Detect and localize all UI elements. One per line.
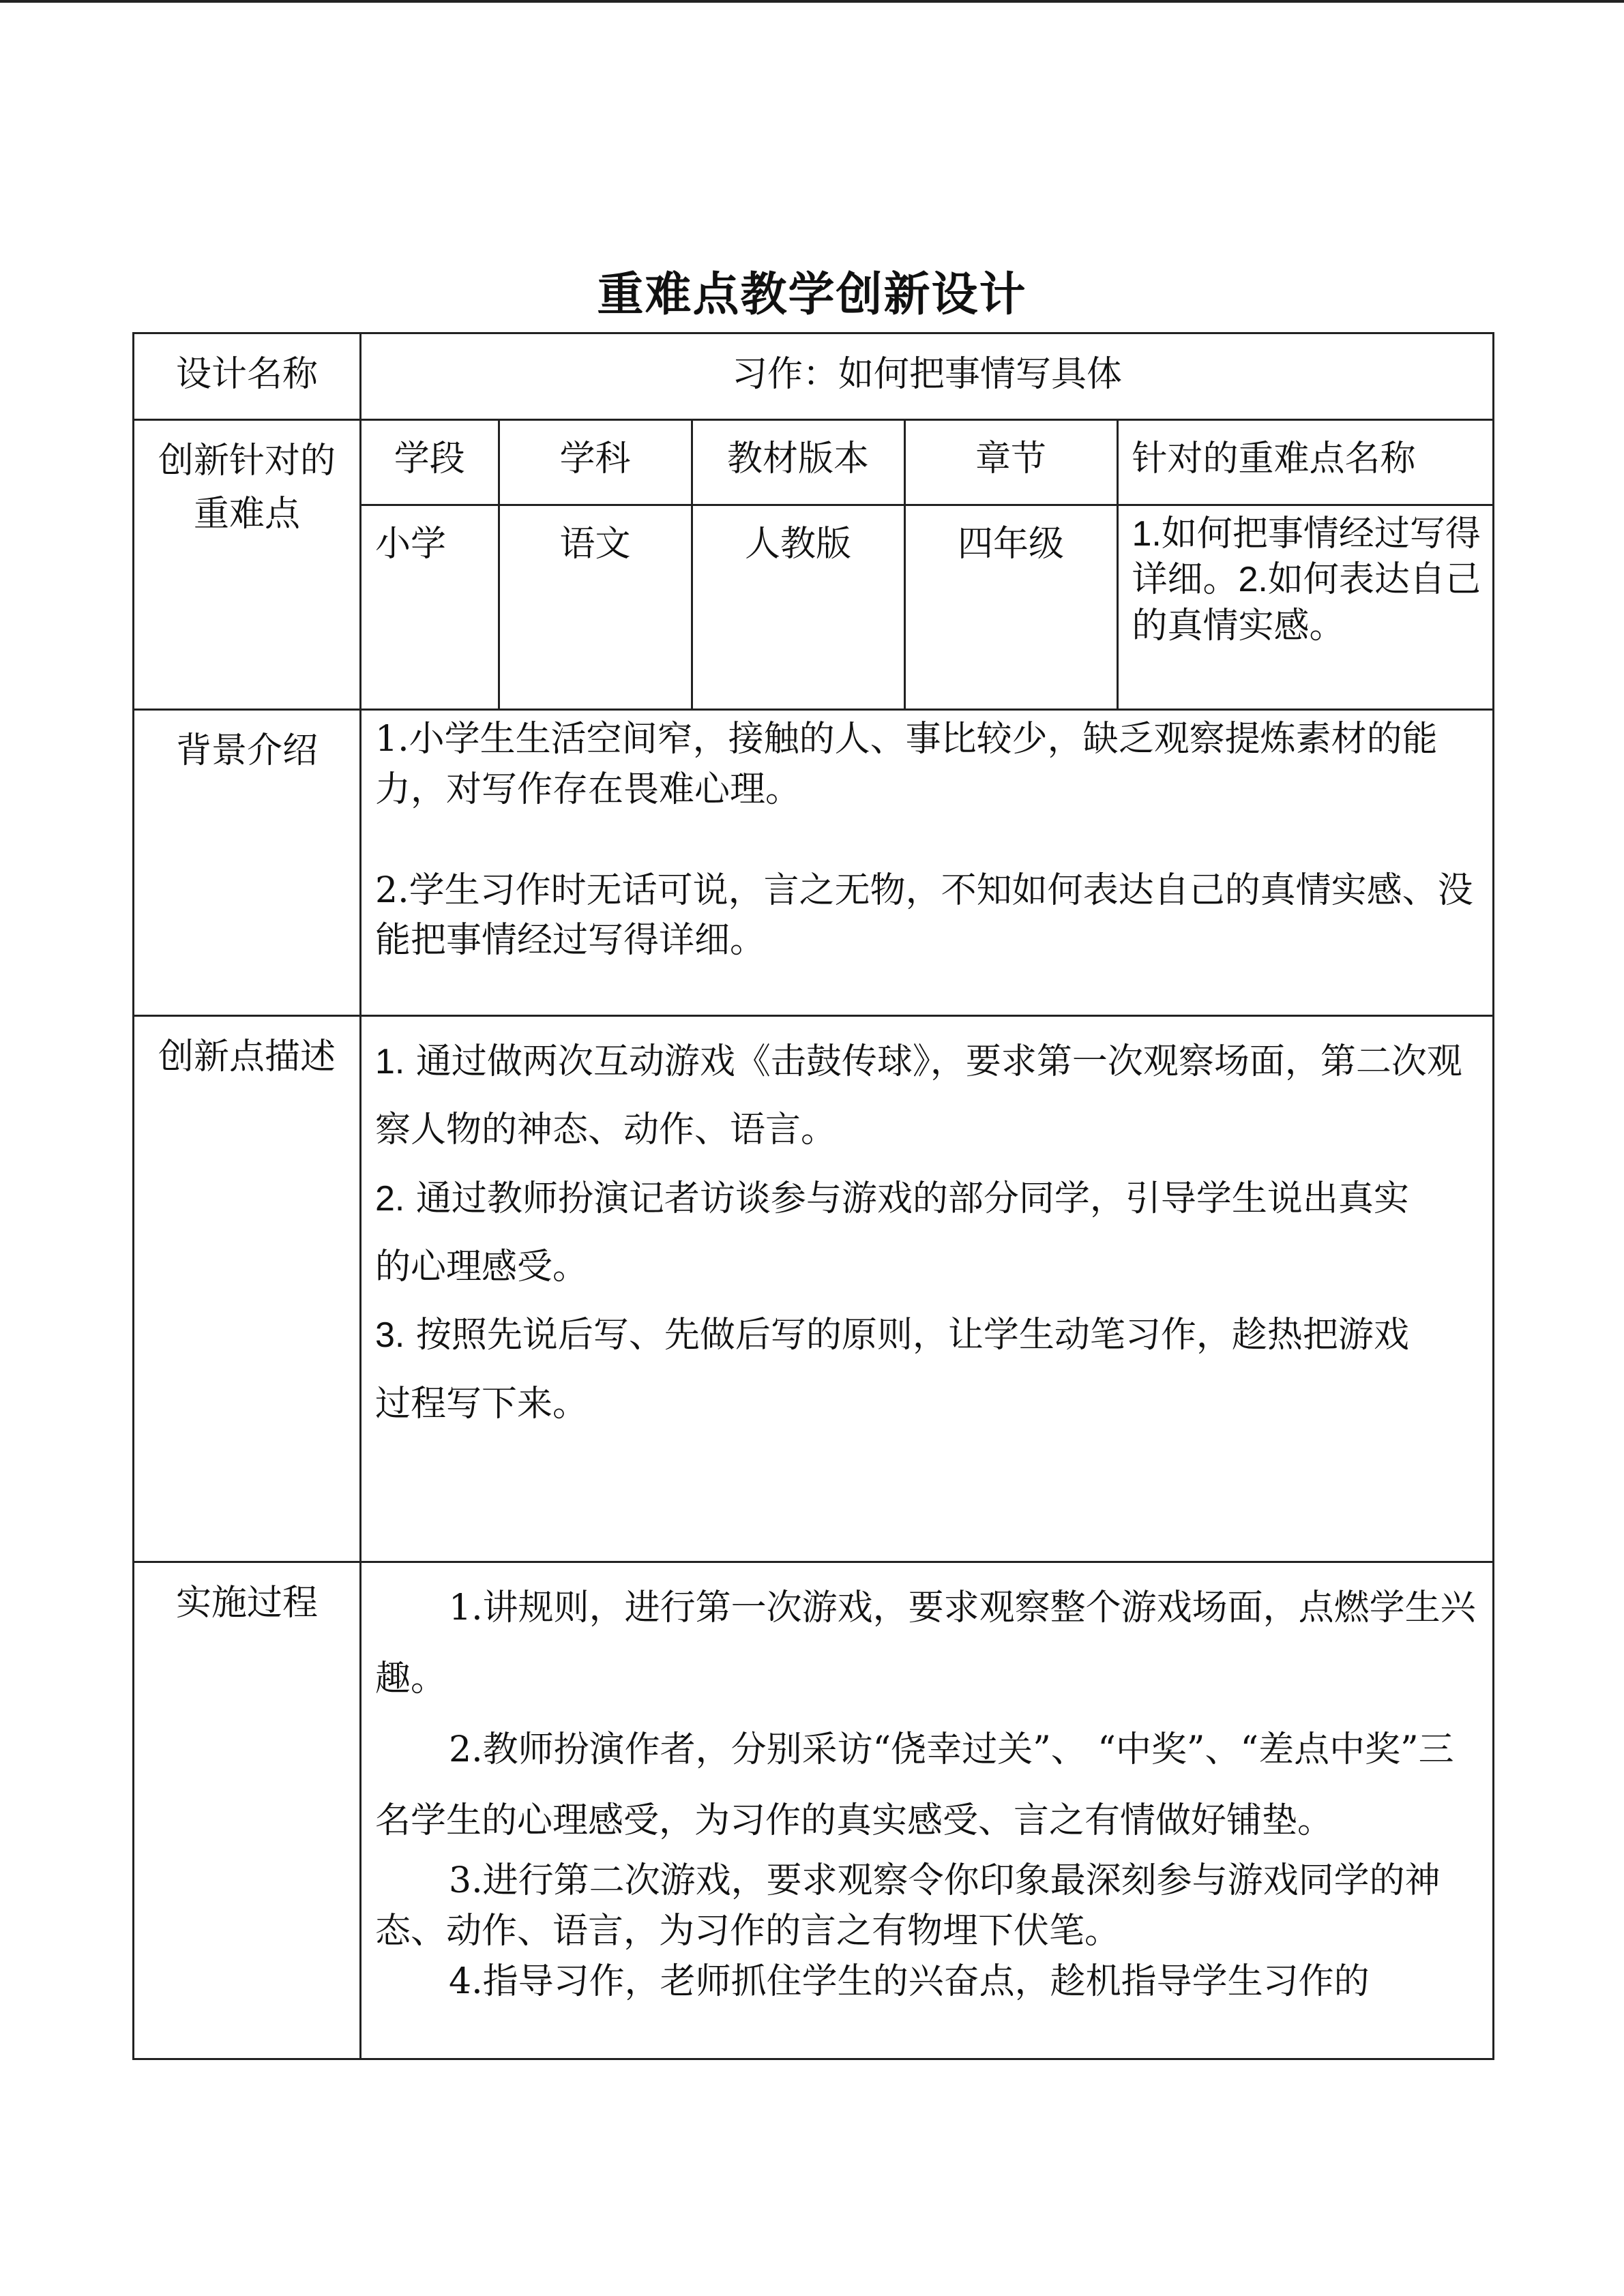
value-design-name: 习作：如何把事情写具体 <box>361 333 1494 420</box>
background-gap <box>361 816 1492 866</box>
innovation-item-3-tail: 过程写下来。 <box>375 1383 589 1425</box>
innovation-item-3-num: 3. <box>375 1315 405 1356</box>
row-background <box>134 710 1494 1016</box>
innovation-content <box>361 1016 1494 1562</box>
row-design-name <box>134 333 1494 420</box>
background-item-2: 2.学生习作时无话可说，言之无物，不知如何表达自己的真情实感、没能把事情经过写得详细。 <box>375 869 1473 961</box>
design-table <box>132 332 1494 2060</box>
label-difficulty-text: 创新针对的重难点 <box>158 441 336 535</box>
value-difficulty-name: 1.如何把事情经过写得详细。2.如何表达自己的真情实感。 <box>1117 505 1494 709</box>
value-chapter: 四年级 <box>904 505 1117 709</box>
label-innovation: 创新点描述 <box>134 1016 361 1562</box>
innovation-item-1-text: 通过做两次互动游戏《击鼓传球》，要求第一次观察场面，第二次观察人物的神态、动作、语言。 <box>375 1041 1462 1151</box>
row-process <box>134 1562 1494 2059</box>
innovation-item-3 <box>361 1301 1492 1369</box>
innovation-item-2-text: 通过教师扮演记者访谈参与游戏的部分同学，引导学生说出真实 <box>415 1178 1409 1219</box>
value-edition: 人教版 <box>692 505 904 709</box>
innovation-item-1-num: 1. <box>375 1042 405 1082</box>
label-design-name: 设计名称 <box>134 333 361 420</box>
header-edition: 教材版本 <box>692 421 904 505</box>
difficulty-subtable <box>361 421 1494 709</box>
innovation-item-3-text: 按照先说后写、先做后写的原则，让学生动笔习作，趁热把游戏 <box>415 1315 1409 1356</box>
process-content <box>361 1562 1494 2059</box>
innovation-item-2-num: 2. <box>375 1178 405 1219</box>
label-difficulty <box>134 420 361 710</box>
top-border-line <box>0 0 1624 3</box>
value-stage: 小学 <box>361 505 499 709</box>
header-stage: 学段 <box>361 421 499 505</box>
difficulty-subtable-cell <box>361 420 1494 710</box>
header-subject: 学科 <box>499 421 692 505</box>
label-background: 背景介绍 <box>134 710 361 1016</box>
innovation-item-1 <box>361 1028 1492 1165</box>
row-difficulty <box>134 420 1494 710</box>
process-item-2: 2.教师扮演作者，分别采访“侥幸过关”、 “中奖”、“差点中奖”三名学生的心理感受，为习作的真实感受、言之有情做好铺垫。 <box>375 1729 1454 1841</box>
document-title: 重难点教学创新设计 <box>597 268 1027 322</box>
background-content <box>361 710 1494 1016</box>
label-process: 实施过程 <box>134 1562 361 2059</box>
difficulty-header-row <box>361 421 1494 505</box>
row-innovation <box>134 1016 1494 1562</box>
process-item-4: 4.指导习作，老师抓住学生的兴奋点，趁机指导学生习作的 <box>449 1960 1370 2002</box>
innovation-item-2-tail: 的心理感受。 <box>375 1247 589 1288</box>
process-item-1: 1.讲规则，进行第一次游戏，要求观察整个游戏场面，点燃学生兴趣。 <box>375 1587 1476 1699</box>
value-subject: 语文 <box>499 505 692 709</box>
background-item-1: 1.小学生生活空间窄，接触的人、事比较少，缺乏观察提炼素材的能力，对写作存在畏难心理。 <box>375 719 1438 810</box>
difficulty-value-row <box>361 505 1494 709</box>
header-chapter: 章节 <box>904 421 1117 505</box>
process-item-3: 3.进行第二次游戏，要求观察令你印象最深刻参与游戏同学的神态、动作、语言，为习作的言之有物埋下伏笔。 <box>375 1860 1441 1952</box>
header-difficulty-name: 针对的重难点名称 <box>1117 421 1494 505</box>
innovation-item-2 <box>361 1165 1492 1233</box>
